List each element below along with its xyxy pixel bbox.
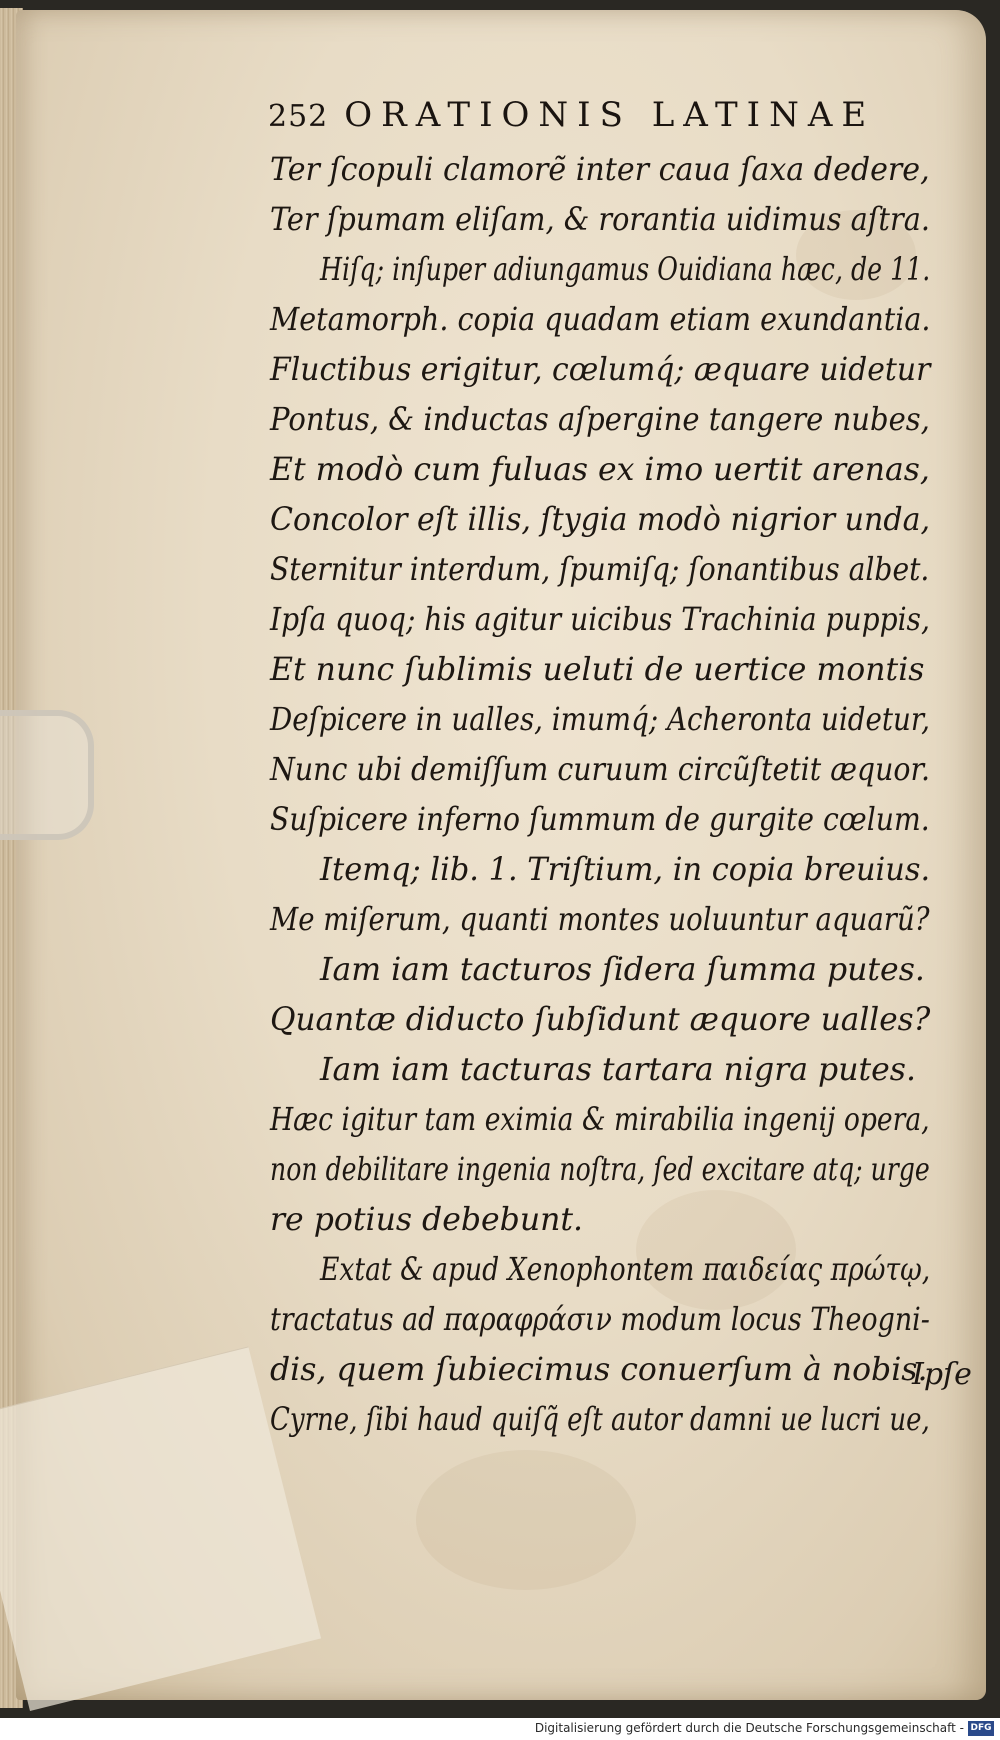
text-line: Me miſerum, quanti montes uoluuntur aquarũ? bbox=[270, 902, 930, 938]
text-line: Itemq; lib. 1. Triſtium, in copia breuius. bbox=[320, 852, 931, 888]
text-line: Nunc ubi demiſſum curuum circũſtetit æquor. bbox=[270, 752, 931, 788]
text-line: Ipſa quoq; his agitur uicibus Trachinia puppis, bbox=[270, 602, 930, 638]
paper-clip bbox=[0, 710, 94, 840]
text-line: Pontus, & inductas aſpergine tangere nubes, bbox=[270, 402, 930, 438]
text-line: Iam iam tacturas tartara nigra putes. bbox=[320, 1052, 916, 1088]
text-line: Ter ſpumam eliſam, & rorantia uidimus aſtra. bbox=[270, 202, 930, 238]
text-line: Ter ſcopuli clamorẽ inter caua ſaxa dedere, bbox=[270, 152, 930, 188]
text-line: Metamorph. copia quadam etiam exundantia. bbox=[270, 302, 931, 338]
running-title: ORATIONIS LATINAE bbox=[344, 95, 876, 135]
text-line: Iam iam tacturos ſidera ſumma putes. bbox=[320, 952, 925, 988]
text-line: Extat & apud Xenophontem παιδείας πρώτῳ, bbox=[320, 1252, 931, 1288]
page-number: 252 bbox=[268, 99, 329, 134]
text-line: Sternitur interdum, ſpumiſq; ſonantibus albet. bbox=[270, 552, 930, 588]
text-line: Quantæ diducto ſubſidunt æquore ualles? bbox=[270, 1002, 931, 1038]
running-head bbox=[268, 95, 928, 135]
text-line: Suſpicere inferno ſummum de gurgite cœlum. bbox=[270, 802, 930, 838]
dfg-logo-icon[interactable]: DFG bbox=[968, 1721, 994, 1736]
text-line: Cyrne, ſibi haud quiſq̃ eſt autor damni ue lucri ue, bbox=[270, 1402, 930, 1438]
text-line: re potius debebunt. bbox=[270, 1202, 584, 1238]
text-line: Hiſq; inſuper adiungamus Ouidiana hæc, de 11. bbox=[320, 252, 931, 288]
funding-credit: Digitalisierung gefördert durch die Deutsche Forschungsgemeinschaft - bbox=[534, 1721, 964, 1735]
text-line: Deſpicere in ualles, imumq́; Acheronta uidetur, bbox=[270, 702, 930, 738]
paper-stain bbox=[416, 1450, 636, 1590]
paper-stain bbox=[636, 1190, 796, 1310]
text-line: Hæc igitur tam eximia & mirabilia ingenij opera, bbox=[270, 1102, 930, 1138]
text-line: Et nunc ſublimis ueluti de uertice montis bbox=[270, 652, 925, 688]
text-line: Et modò cum fuluas ex imo uertit arenas, bbox=[270, 452, 930, 488]
text-line: Fluctibus erigitur, cœlumq́; æquare uidetur bbox=[270, 352, 931, 388]
text-line: Concolor eſt illis, ſtygia modò nigrior unda, bbox=[270, 502, 931, 538]
text-line: tractatus ad παραφράσιν modum locus Theogni- bbox=[270, 1302, 930, 1338]
text-line: dis, quem ſubiecimus conuerſum à nobis. bbox=[270, 1352, 928, 1388]
catchword: Ipſe bbox=[912, 1357, 972, 1392]
text-line: non debilitare ingenia noſtra, ſed excitare atq; urge bbox=[270, 1152, 930, 1188]
